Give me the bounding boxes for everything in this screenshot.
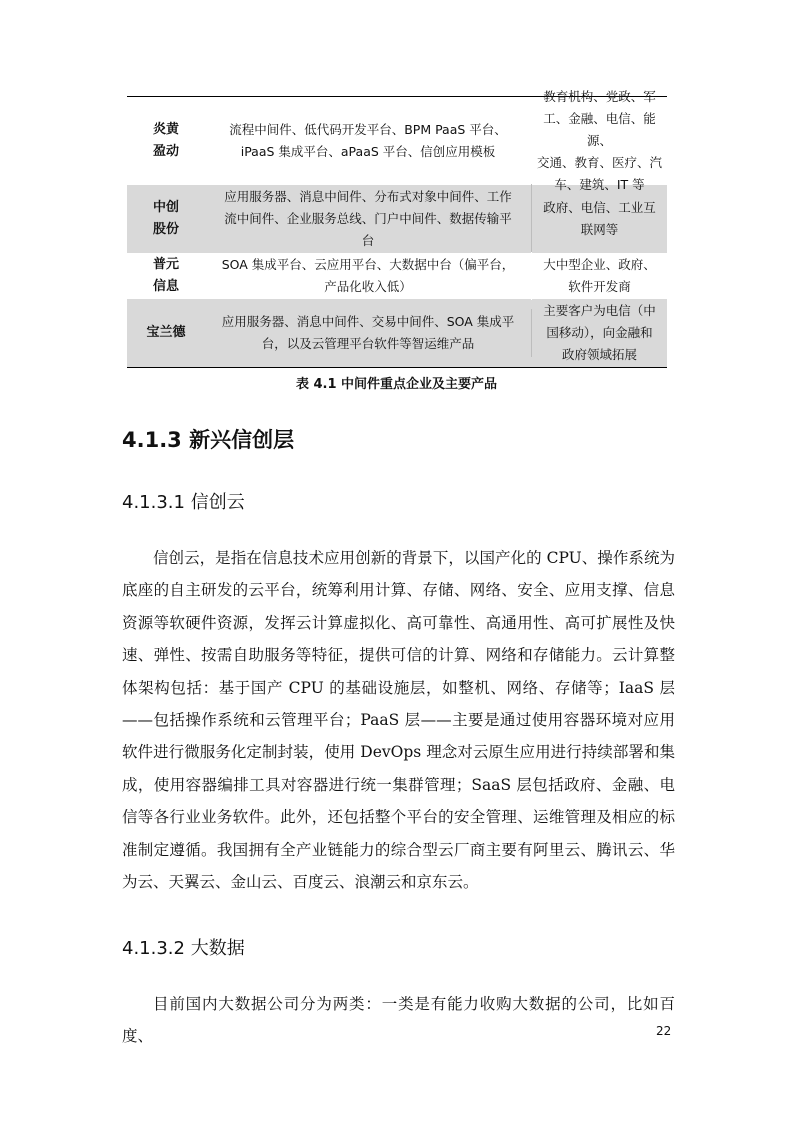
subsection-heading: 4.1.3.1 信创云 [122,492,245,513]
company-cell: 普元 信息 [152,257,179,294]
products-cell: SOA 集成平台、云应用平台、大数据中台（偏平台， 产品化收入低） [205,252,532,300]
section-heading: 4.1.3 新兴信创层 [122,428,295,452]
paragraph-cloud: 信创云，是指在信息技术应用创新的背景下，以国产化的 CPU、操作系统为底座的自主研发的云平台，统筹利用计算、存储、网络、安全、应用支撑、信息资源等软硬件资源，发挥云计算虚拟化、高可靠性、高通用性、高可扩展性及快速、弹性、按需自助服务等特征，提供可信的计算、网络和存储能力。云计算整体架构包括：基于国产 CPU 的基础设施层，如整机、网络、存储等；IaaS 层——包括操作系统和云管理平台；PaaS 层——主要是通过使用容器环境对应用软件进行微服务化定制封装，使用 DevOps 理念对云原生应用进行持续部署和集成，使用容器编排工具对容器进行统一集群管理；SaaS 层包括政府、金融、电信等各行业业务软件。此外，还包括整个平台的安全管理、运维管理及相应的标准制定遵循。我国拥有全产业链能力的综合型云厂商主要有阿里云、腾讯云、华为云、天翼云、金山云、百度云、浪潮云和京东云。 [122,549,675,892]
customers-cell: 主要客户为电信（中 国移动），向金融和 政府领域拓展 [543,303,656,362]
middleware-table [127,89,667,368]
company-cell: 宝兰德 [146,325,186,340]
table-row [127,253,667,299]
table-row [127,89,667,192]
paragraph-bigdata: 目前国内大数据公司分为两类：一类是有能力收购大数据的公司，比如百度、 [122,995,675,1046]
table-caption: 表 4.1 中间件重点企业及主要产品 [295,377,498,392]
products-cell: 流程中间件、低代码开发平台、BPM PaaS 平台、 iPaaS 集成平台、aPaaS 平台、信创应用模板 [205,117,532,165]
company-cell: 炎黄 盈动 [152,122,179,159]
table-row [127,299,667,367]
subsection-heading: 4.1.3.2 大数据 [122,938,245,959]
products-cell: 应用服务器、消息中间件、分布式对象中间件、工作 流中间件、企业服务总线、门户中间件、数据传输平 台 [205,184,532,254]
products-cell: 应用服务器、消息中间件、交易中间件、SOA 集成平 台，以及云管理平台软件等智运维产品 [205,309,532,357]
page-number: 22 [656,1024,672,1038]
customers-cell: 教育机构、党政、军 工、金融、电信、能源、 交通、教育、医疗、汽 车、建筑、IT 等 [536,89,662,192]
table-row [127,185,667,253]
customers-cell: 大中型企业、政府、 软件开发商 [543,257,656,294]
customers-cell: 政府、电信、工业互 联网等 [543,200,656,237]
company-cell: 中创 股份 [152,200,179,237]
